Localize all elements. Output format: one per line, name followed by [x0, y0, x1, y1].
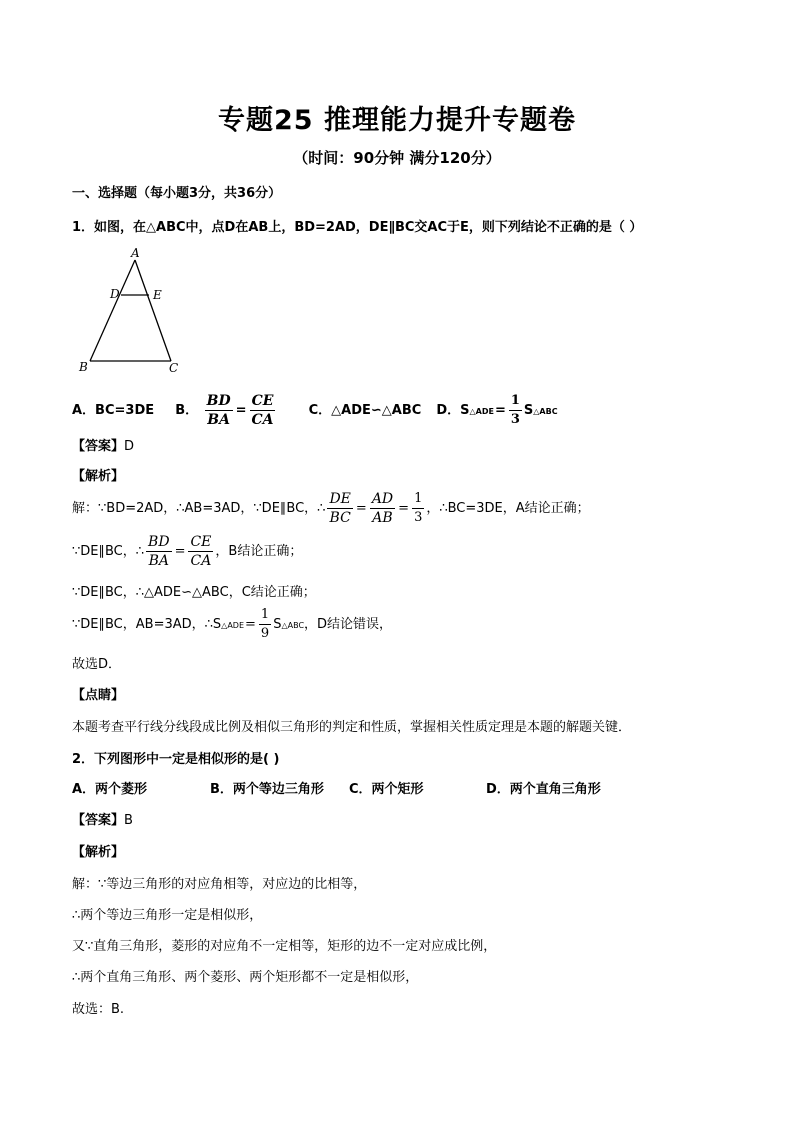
- q1-option-a: A．BC=3DE: [72, 403, 155, 418]
- side-ac: [135, 260, 171, 361]
- q1-options: A．BC=3DE B． $\frac{BD}{BA}$ = $\frac{CE}{CA}$ C．△ADE∽△ABC D．S△ADE= $\frac{1}{3}$ S△ABC: [72, 393, 558, 428]
- q1-answer: 【答案】D: [72, 439, 135, 454]
- q1-triangle-figure: [74, 244, 184, 376]
- q2-answer: 【答案】B: [72, 813, 133, 828]
- q2-option-b: B．两个等边三角形: [210, 782, 324, 797]
- section-heading: 一、选择题（每小题3分，共36分）: [72, 186, 282, 201]
- q2-option-a: A．两个菱形: [72, 782, 148, 797]
- page-subtitle: （时间：90分钟 满分120分）: [293, 149, 501, 167]
- q2-solution-line-2: ∴两个等边三角形一定是相似形，: [72, 908, 263, 923]
- q2-solution-line-3: 又∵直角三角形，菱形的对应角不一定相等，矩形的边不一定对应成比例，: [72, 939, 497, 954]
- page-title: 专题25 推理能力提升专题卷: [218, 105, 576, 136]
- label-b: B: [79, 360, 88, 374]
- q1-solution-line-2: ∵DE∥BC，∴ $\frac{BD}{BA}$ = $\frac{CE}{CA}$ ，B结论正确；: [72, 534, 303, 569]
- q2-solution-line-5: 故选：B.: [72, 1002, 125, 1017]
- q1-option-c: C．△ADE∽△ABC: [308, 403, 422, 418]
- q1-comment: 本题考查平行线分线段成比例及相似三角形的判定和性质，掌握相关性质定理是本题的解题关键．: [72, 720, 632, 735]
- q2-solution-line-4: ∴两个直角三角形、两个菱形、两个矩形都不一定是相似形，: [72, 970, 419, 985]
- q1-comment-label: 【点睛】: [72, 688, 125, 703]
- q1-stem: 1．如图，在△ABC中，点D在AB上，BD=2AD，DE∥BC交AC于E，则下列结论不正确的是（ ）: [72, 220, 643, 235]
- q2-solution-line-1: 解：∵等边三角形的对应角相等，对应边的比相等，: [72, 877, 367, 892]
- q1-solution-line-5: 故选D．: [72, 657, 122, 672]
- label-c: C: [169, 361, 179, 375]
- q1-solution-line-1: 解：∵BD=2AD，∴AB=3AD，∵DE∥BC，∴ $\frac{DE}{BC}$ = $\frac{AD}{AB}$ = $\frac{1}{3}$ ，∴BC=3DE，A结论正确；: [72, 491, 590, 526]
- side-ab: [90, 260, 135, 361]
- label-e: E: [153, 288, 162, 302]
- fraction: $\frac{CE}{CA}$: [251, 393, 274, 428]
- q1-solution-line-4: ∵DE∥BC，AB=3AD，∴S△ADE= $\frac{1}{9}$ S△ABC，D结论错误，: [72, 607, 393, 641]
- q1-option-b: B．: [175, 403, 199, 418]
- q1-option-d: D．S△ADE= $\frac{1}{3}$ S△ABC: [436, 393, 558, 427]
- label-a: A: [131, 246, 140, 260]
- label-d: D: [110, 287, 120, 301]
- q2-option-d: D．两个直角三角形: [486, 782, 601, 797]
- q2-stem: 2．下列图形中一定是相似形的是( ): [72, 752, 280, 767]
- q2-option-c: C．两个矩形: [349, 782, 424, 797]
- fraction: $\frac{BD}{BA}$: [206, 393, 231, 428]
- q1-analysis-label: 【解析】: [72, 469, 125, 484]
- q2-analysis-label: 【解析】: [72, 845, 125, 860]
- q1-solution-line-3: ∵DE∥BC，∴△ADE∽△ABC，C结论正确；: [72, 585, 316, 600]
